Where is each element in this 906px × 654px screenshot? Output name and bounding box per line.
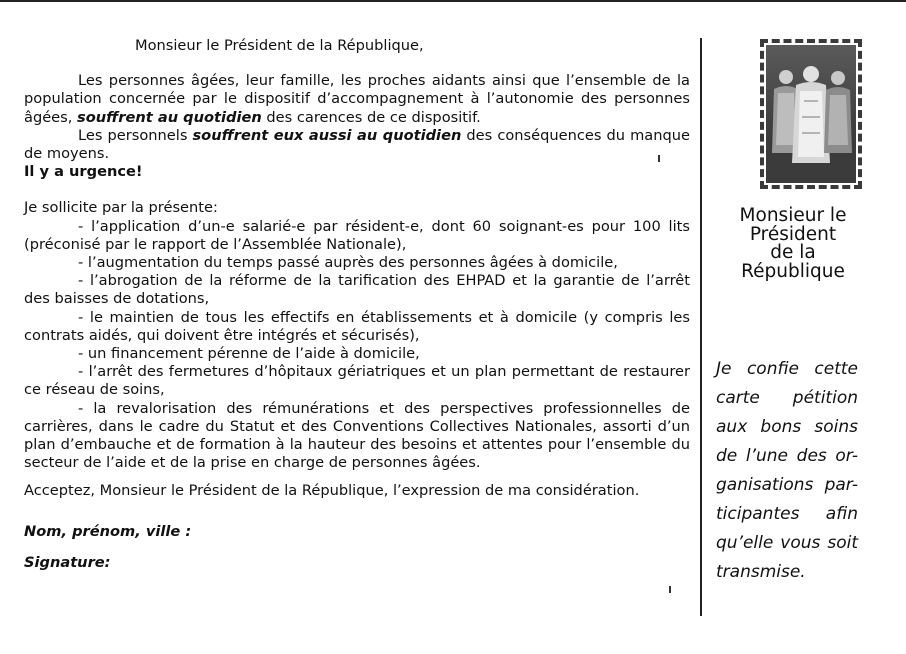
urgency-line: Il y a urgence! (24, 163, 143, 181)
addressee-line: Président (749, 223, 837, 245)
closing-line: Acceptez, Monsieur le Président de la République, l’expression de ma considération. (24, 482, 640, 500)
salutation: Monsieur le Président de la République, (135, 37, 424, 54)
paragraph-2-text: Les personnels (78, 126, 188, 144)
stamp-photo-icon (766, 45, 856, 183)
request-item: - un financement pérenne de l’aide à domicile, (78, 345, 420, 363)
paragraph-1-text: Les personnes âgées, leur famille, les proches aidants ainsi que l’ensemble de la population concernée par le dispositif d’accompagnement à l’autonomie des personnes âgées, (24, 72, 690, 126)
paragraph-1 (24, 72, 690, 127)
request-intro: Je sollicite par la présente: (24, 199, 218, 217)
request-item: - l’abrogation de la réforme de la tarification des EHPAD et la garantie de l’arrêt des baisses de dotations, (24, 272, 690, 308)
request-item: - la revalorisation des rémunérations et des perspectives professionnelles de carrières, dans le cadre du Statut et des Conventions Collectives Nationales, assorti d’un plan d’embauche et de formation à la hauteur des besoins et attentes pour l’ensemble du secteur de l’aide et de la prise en charge de personnes âgées. (24, 399, 690, 472)
addressee-line: de la (770, 242, 816, 263)
note-line: qu’elle vous soit (716, 533, 858, 553)
note-line: aux bons soins (716, 417, 858, 437)
note-line: carte pétition (716, 388, 858, 408)
paragraph-1-emphasis: souffrent au quotidien (77, 108, 262, 126)
tick-mark (669, 586, 671, 593)
note-line: ticipantes afin (716, 504, 858, 524)
transmission-note (716, 355, 858, 587)
addressee-line: Monsieur le (739, 205, 847, 226)
note-line: transmise. (716, 562, 806, 582)
note-line: de l’une des or- (716, 446, 858, 466)
paragraph-2-end: des conséquences du manque de moyens. (24, 126, 690, 163)
request-item: - l’augmentation du temps passé auprès des personnes âgées à domicile, (78, 254, 618, 272)
vertical-divider (700, 38, 702, 616)
addressee-line: République (741, 260, 845, 282)
paragraph-2 (24, 127, 690, 163)
postage-stamp (760, 39, 862, 189)
request-item: - l’application d’un-e salarié-e par résident-e, dont 60 soignant-es pour 100 lits (préconisé par le rapport de l’Assemblée Nationale), (24, 217, 690, 253)
top-rule (0, 0, 906, 2)
paragraph-2-emphasis: souffrent eux aussi au quotidien (192, 126, 462, 144)
request-item: - l’arrêt des fermetures d’hôpitaux gériatriques et un plan permettant de restaurer ce réseau de soins, (24, 363, 690, 399)
name-field-label: Nom, prénom, ville : (24, 522, 192, 540)
paragraph-1-end: des carences de ce dispositif. (266, 108, 481, 126)
signature-field-label: Signature: (24, 553, 111, 571)
petition-letter (24, 37, 690, 572)
addressee-block (720, 207, 866, 281)
note-line: Je confie cette (716, 359, 858, 379)
tick-mark (658, 155, 660, 162)
request-item: - le maintien de tous les effectifs en établissements et à domicile (y compris les contrats aidés, qui doivent être intégrés et sécurisés), (24, 308, 690, 344)
note-line: ganisations par- (716, 475, 858, 495)
